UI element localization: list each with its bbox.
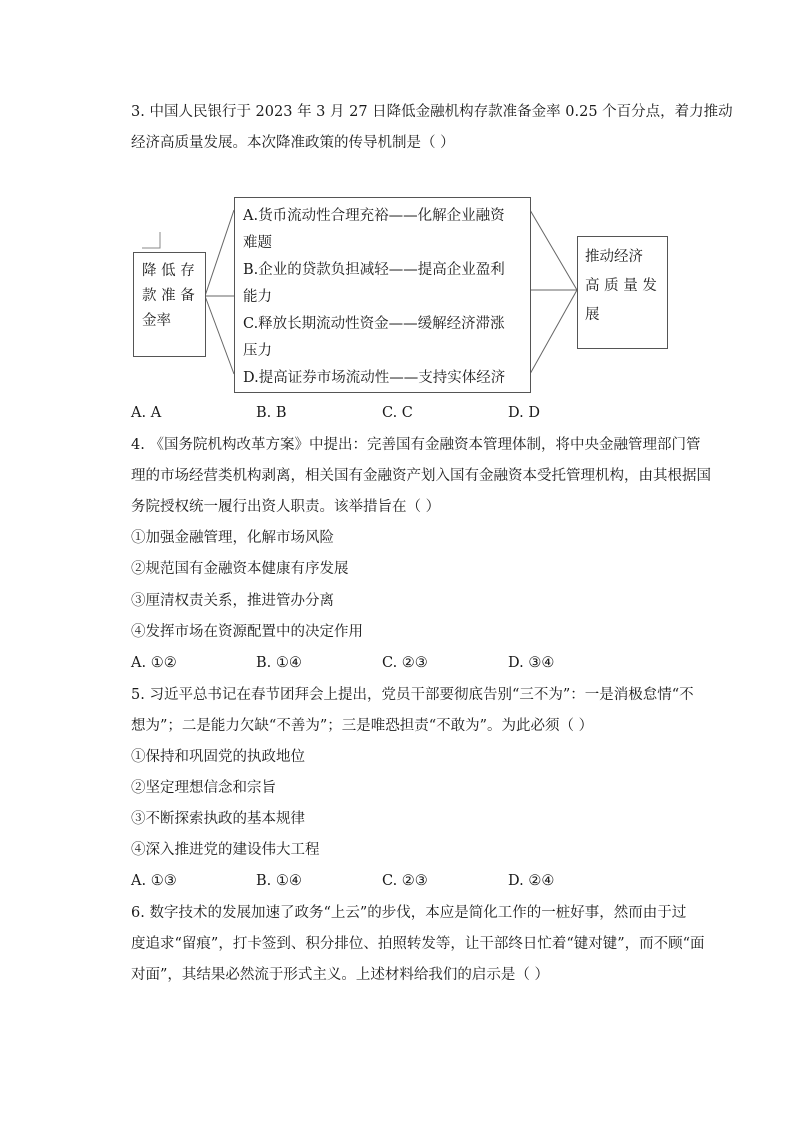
q5-item-4: ④深入推进党的建设伟大工程: [131, 842, 320, 858]
q6-stem-line-3: 对面”，其结果必然流于形式主义。上述材料给我们的启示是（ ）: [131, 967, 550, 983]
q4-stem-line-1: 4. 《国务院机构改革方案》中提出：完善国有金融资本管理体制，将中央金融管理部门管: [131, 437, 701, 453]
diagram-left-box: [133, 252, 206, 357]
q4-option-a[interactable]: A. ①②: [131, 655, 177, 671]
q5-stem-line-2: 想为”；二是能力欠缺“不善为”；三是唯恐担责“不敢为”。为此必须（ ）: [131, 718, 594, 734]
q5-item-1: ①保持和巩固党的执政地位: [131, 749, 305, 765]
q4-option-b[interactable]: B. ①④: [256, 655, 302, 671]
left-box-line-2: 款 准 备: [142, 288, 195, 304]
q5-item-3: ③不断探索执政的基本规律: [131, 811, 305, 827]
q6-stem-line-2: 度追求“留痕”，打卡签到、积分排位、拍照转发等，让干部终日忙着“键对键”，而不顾“面: [131, 936, 705, 952]
q3-option-d[interactable]: D. D: [508, 405, 540, 421]
left-box-line-1: 降 低 存: [142, 263, 195, 279]
q5-options: [131, 871, 691, 891]
q5-option-c[interactable]: C. ②③: [382, 873, 428, 889]
q5-option-d[interactable]: D. ②④: [508, 873, 555, 889]
q3-option-b[interactable]: B. B: [256, 405, 287, 421]
right-box-line-3: 展: [585, 307, 600, 323]
q4-item-3: ③厘清权责关系，推进管办分离: [131, 593, 334, 609]
middle-box-line-6: 压力: [243, 343, 272, 359]
middle-box-line-2: 难题: [243, 235, 272, 251]
q4-options: [131, 653, 691, 673]
q5-option-b[interactable]: B. ①④: [256, 873, 302, 889]
q6-stem-line-1: 6. 数字技术的发展加速了政务“上云”的步伐，本应是简化工作的一桩好事，然而由于过: [131, 905, 687, 921]
q3-stem-line-1: 3. 中国人民银行于 2023 年 3 月 27 日降低金融机构存款准备金率 0.25 个百分点，着力推动: [131, 104, 733, 120]
q4-item-2: ②规范国有金融资本健康有序发展: [131, 561, 349, 577]
q4-item-4: ④发挥市场在资源配置中的决定作用: [131, 624, 363, 640]
q5-stem-line-1: 5. 习近平总书记在春节团拜会上提出，党员干部要彻底告别“三不为”：一是消极怠情“不: [131, 687, 694, 703]
q4-stem-line-2: 理的市场经营类机构剥离，相关国有金融资产划入国有金融资本受托管理机构，由其根据国: [131, 468, 711, 484]
middle-box-line-3: B.企业的贷款负担减轻——提高企业盈利: [243, 262, 505, 278]
diagram-middle-box: [234, 197, 531, 393]
middle-box-line-4: 能力: [243, 289, 272, 305]
q3-stem-line-2: 经济高质量发展。本次降准政策的传导机制是（ ）: [131, 135, 455, 151]
q4-stem-line-3: 务院授权统一履行出资人职责。该举措旨在（ ）: [131, 499, 441, 515]
left-box-line-3: 金率: [142, 313, 171, 329]
middle-box-line-7: D.提高证券市场流动性——支持实体经济: [243, 370, 506, 386]
right-box-line-1: 推动经济: [585, 249, 643, 265]
q3-options: [131, 403, 691, 423]
q3-option-a[interactable]: A. A: [131, 405, 162, 421]
middle-box-line-1: A.货币流动性合理充裕——化解企业融资: [243, 208, 505, 224]
q4-option-c[interactable]: C. ②③: [382, 655, 428, 671]
right-box-line-2: 高 质 量 发: [585, 278, 657, 294]
q4-item-1: ①加强金融管理，化解市场风险: [131, 530, 334, 546]
q5-option-a[interactable]: A. ①③: [131, 873, 177, 889]
diagram-right-box: [577, 236, 668, 349]
q4-option-d[interactable]: D. ③④: [508, 655, 555, 671]
middle-box-line-5: C.释放长期流动性资金——缓解经济滞涨: [243, 316, 505, 332]
q3-option-c[interactable]: C. C: [382, 405, 413, 421]
q5-item-2: ②坚定理想信念和宗旨: [131, 780, 276, 796]
